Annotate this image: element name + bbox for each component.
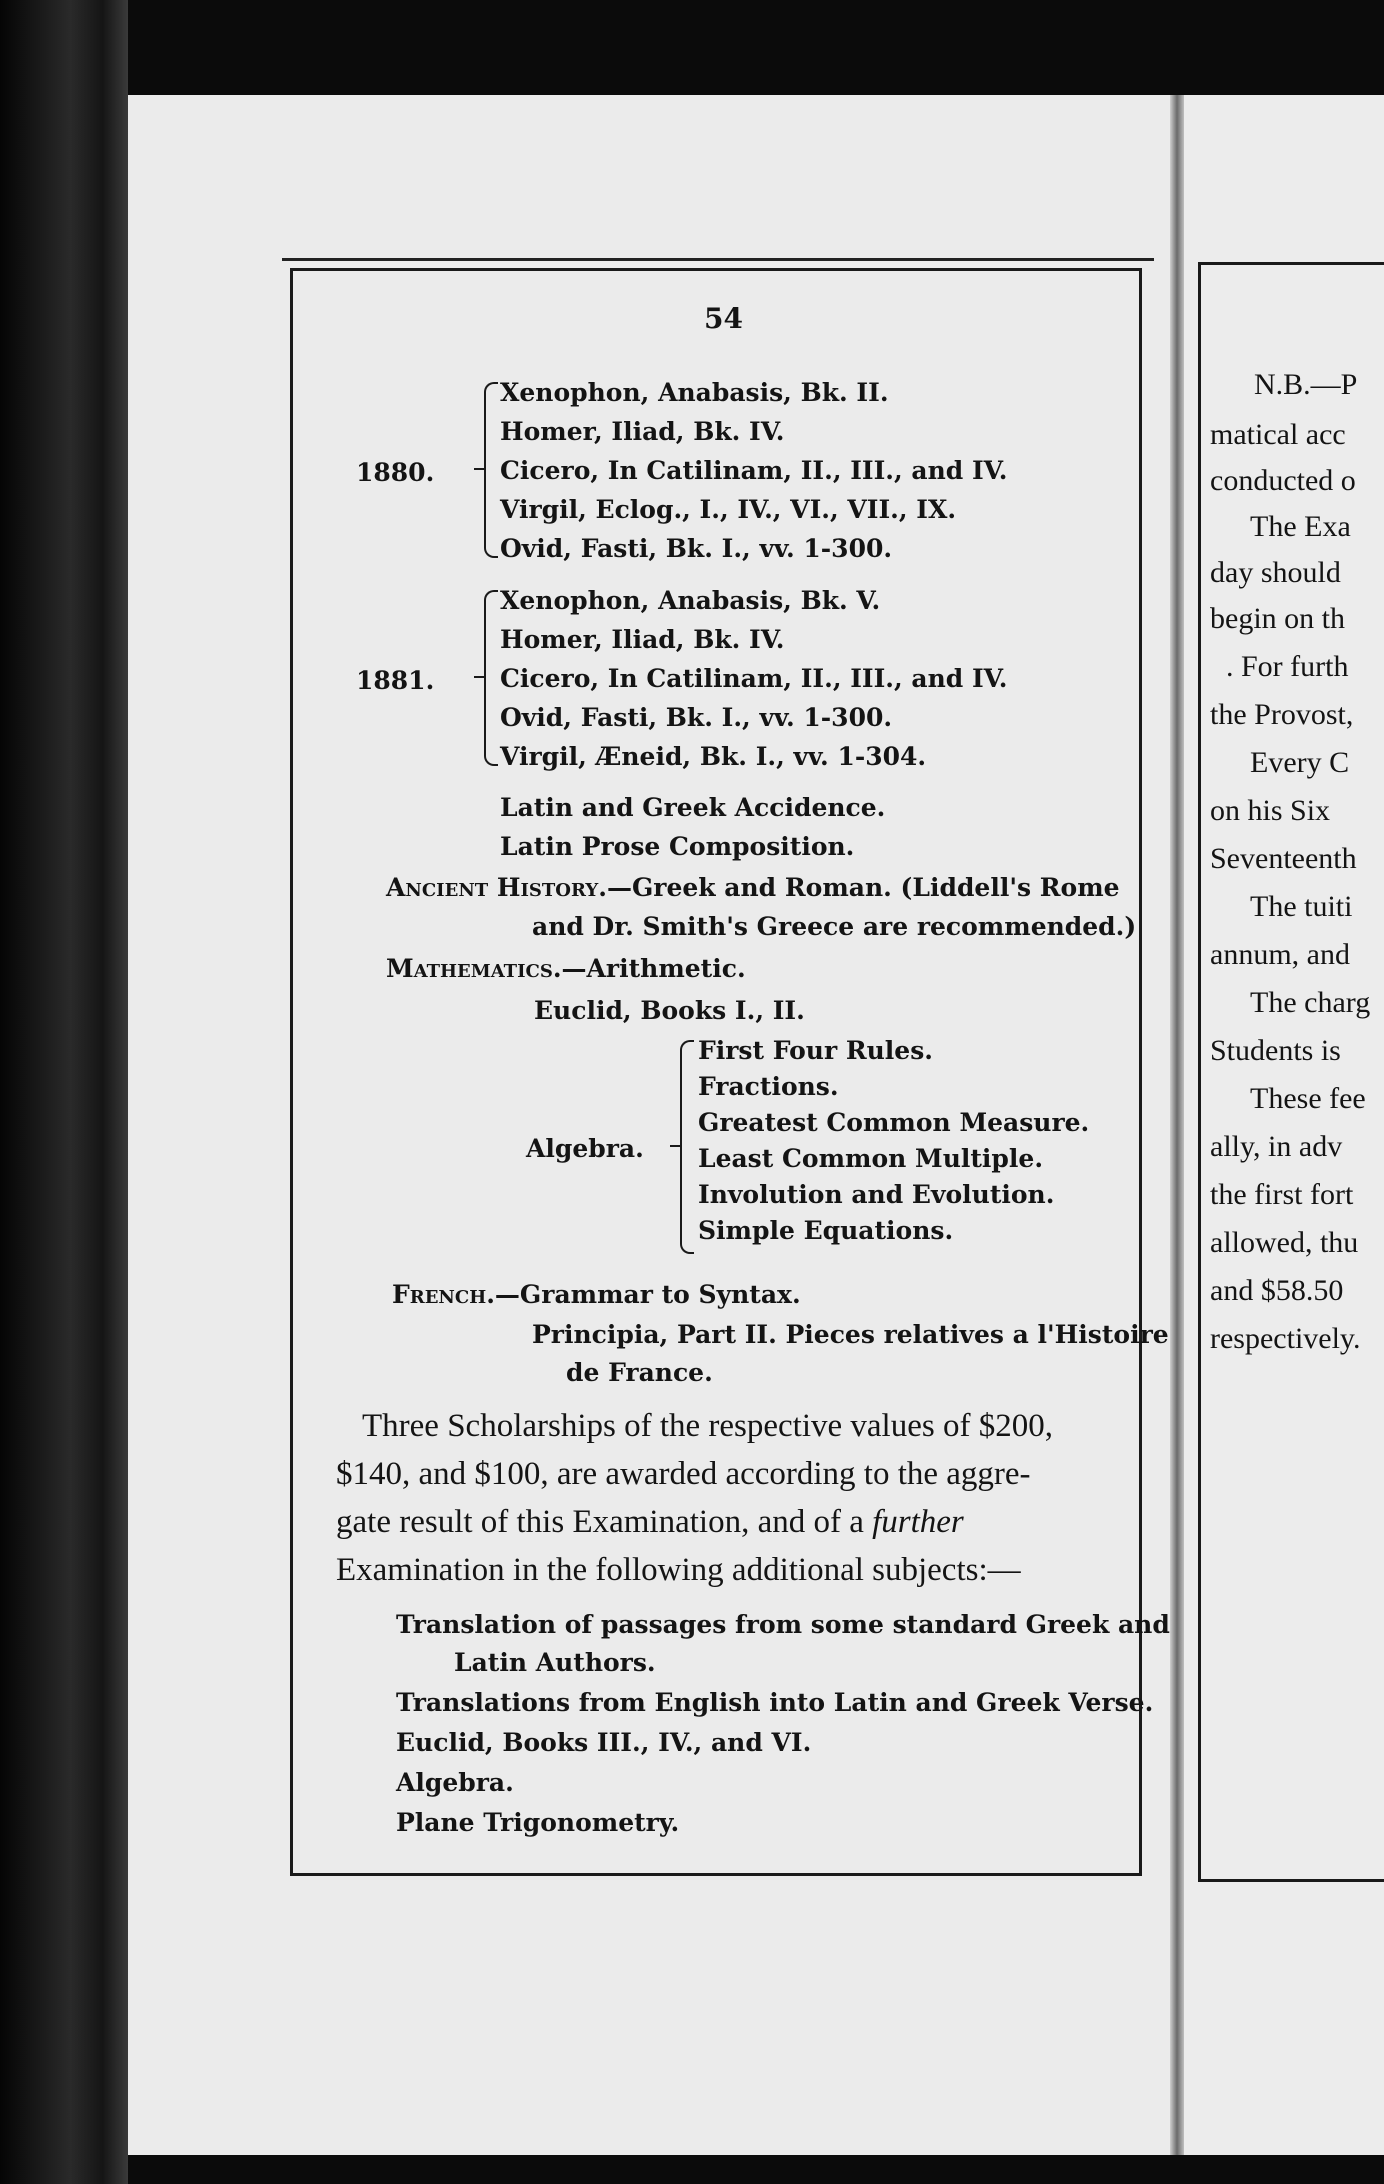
right-fragment-1: N.B.—P <box>1254 368 1358 401</box>
item-1880-1: Xenophon, Anabasis, Bk. II. <box>500 378 889 407</box>
book-spine <box>0 0 128 2184</box>
right-fragment-16: These fee <box>1250 1082 1366 1115</box>
year-1881-label: 1881. <box>356 666 435 695</box>
right-fragment-21: respectively. <box>1210 1322 1361 1355</box>
right-fragment-6: begin on th <box>1210 602 1345 635</box>
right-fragment-11: Seventeenth <box>1210 842 1357 875</box>
scholarships-line1: Three Scholarships of the respective values of $200, <box>362 1408 1053 1444</box>
additional-subject-5: Plane Trigonometry. <box>396 1808 680 1837</box>
algebra-label: Algebra. <box>526 1134 644 1163</box>
additional-subject-1: Translation of passages from some standard Greek and <box>396 1610 1170 1639</box>
algebra-item-2: Fractions. <box>698 1072 839 1101</box>
right-fragment-10: on his Six <box>1210 794 1331 827</box>
mathematics-row <box>386 954 746 983</box>
year-1880-label: 1880. <box>356 458 435 487</box>
item-1881-5: Virgil, Æneid, Bk. I., vv. 1-304. <box>500 742 927 771</box>
item-1881-1: Xenophon, Anabasis, Bk. V. <box>500 586 881 615</box>
right-fragment-15: Students is <box>1210 1034 1341 1067</box>
item-1881-4: Ovid, Fasti, Bk. I., vv. 1-300. <box>500 703 893 732</box>
item-1881-3: Cicero, In Catilinam, II., III., and IV. <box>500 664 1008 693</box>
right-fragment-12: The tuiti <box>1250 890 1353 923</box>
mathematics-line1: —Arithmetic. <box>561 954 746 983</box>
brace-1881 <box>484 590 498 766</box>
scholarships-further: further <box>872 1504 964 1540</box>
brace-1880-tip <box>474 468 484 470</box>
scholarships-line4: Examination in the following additional subjects:— <box>336 1552 1021 1588</box>
right-fragment-18: the first fort <box>1210 1178 1354 1211</box>
item-1880-3: Cicero, In Catilinam, II., III., and IV. <box>500 456 1008 485</box>
mathematics-heading: Mathematics. <box>386 954 562 983</box>
right-fragment-9: Every C <box>1250 746 1350 779</box>
ancient-history-line1: —Greek and Roman. (Liddell's Rome <box>606 873 1120 902</box>
item-1880-5: Ovid, Fasti, Bk. I., vv. 1-300. <box>500 534 893 563</box>
latin-greek-accidence: Latin and Greek Accidence. <box>500 793 886 822</box>
brace-algebra-tip <box>670 1145 680 1147</box>
brace-algebra <box>680 1040 694 1254</box>
top-rule <box>282 258 1154 261</box>
french-line2: Principia, Part II. Pieces relatives a l'Histoire <box>532 1320 1169 1349</box>
brace-1881-tip <box>474 676 484 678</box>
additional-subject-3: Euclid, Books III., IV., and VI. <box>396 1728 812 1757</box>
additional-subject-4: Algebra. <box>396 1768 514 1797</box>
algebra-item-6: Simple Equations. <box>698 1216 954 1245</box>
algebra-item-3: Greatest Common Measure. <box>698 1108 1090 1137</box>
page-number: 54 <box>704 302 743 335</box>
brace-1880 <box>484 382 498 558</box>
right-fragment-17: ally, in adv <box>1210 1130 1343 1163</box>
right-fragment-7: . For furth <box>1226 650 1349 683</box>
page-gutter <box>1170 95 1184 2155</box>
item-1880-2: Homer, Iliad, Bk. IV. <box>500 417 785 446</box>
right-fragment-2: matical acc <box>1210 418 1346 451</box>
right-fragment-3: conducted o <box>1210 464 1356 497</box>
french-line3: de France. <box>566 1358 713 1387</box>
right-fragment-19: allowed, thu <box>1210 1226 1359 1259</box>
algebra-item-4: Least Common Multiple. <box>698 1144 1044 1173</box>
additional-subject-1-cont: Latin Authors. <box>454 1648 656 1677</box>
item-1880-4: Virgil, Eclog., I., IV., VI., VII., IX. <box>500 495 957 524</box>
french-row <box>392 1280 801 1309</box>
right-fragment-5: day should <box>1210 556 1341 589</box>
right-fragment-20: and $58.50 <box>1210 1274 1344 1307</box>
right-page-border <box>1198 262 1384 1882</box>
algebra-item-5: Involution and Evolution. <box>698 1180 1055 1209</box>
french-line1: —Grammar to Syntax. <box>494 1280 801 1309</box>
algebra-item-1: First Four Rules. <box>698 1036 933 1065</box>
right-fragment-13: annum, and <box>1210 938 1350 971</box>
scholarships-line2: $140, and $100, are awarded according to the aggre- <box>336 1456 1031 1492</box>
scholarships-line3a: gate result of this Examination, and of a <box>336 1504 864 1540</box>
additional-subject-2: Translations from English into Latin and Greek Verse. <box>396 1688 1154 1717</box>
right-fragment-14: The charg <box>1250 986 1371 1019</box>
item-1881-2: Homer, Iliad, Bk. IV. <box>500 625 785 654</box>
right-fragment-8: the Provost, <box>1210 698 1354 731</box>
french-heading: French. <box>392 1280 495 1309</box>
right-fragment-4: The Exa <box>1250 510 1351 543</box>
ancient-history-row <box>386 873 1120 902</box>
euclid-books-i-ii: Euclid, Books I., II. <box>534 996 805 1025</box>
ancient-history-line2: and Dr. Smith's Greece are recommended.) <box>532 912 1137 941</box>
latin-prose-composition: Latin Prose Composition. <box>500 832 855 861</box>
scholarships-line3 <box>336 1504 964 1541</box>
ancient-history-heading: Ancient History. <box>386 873 607 902</box>
